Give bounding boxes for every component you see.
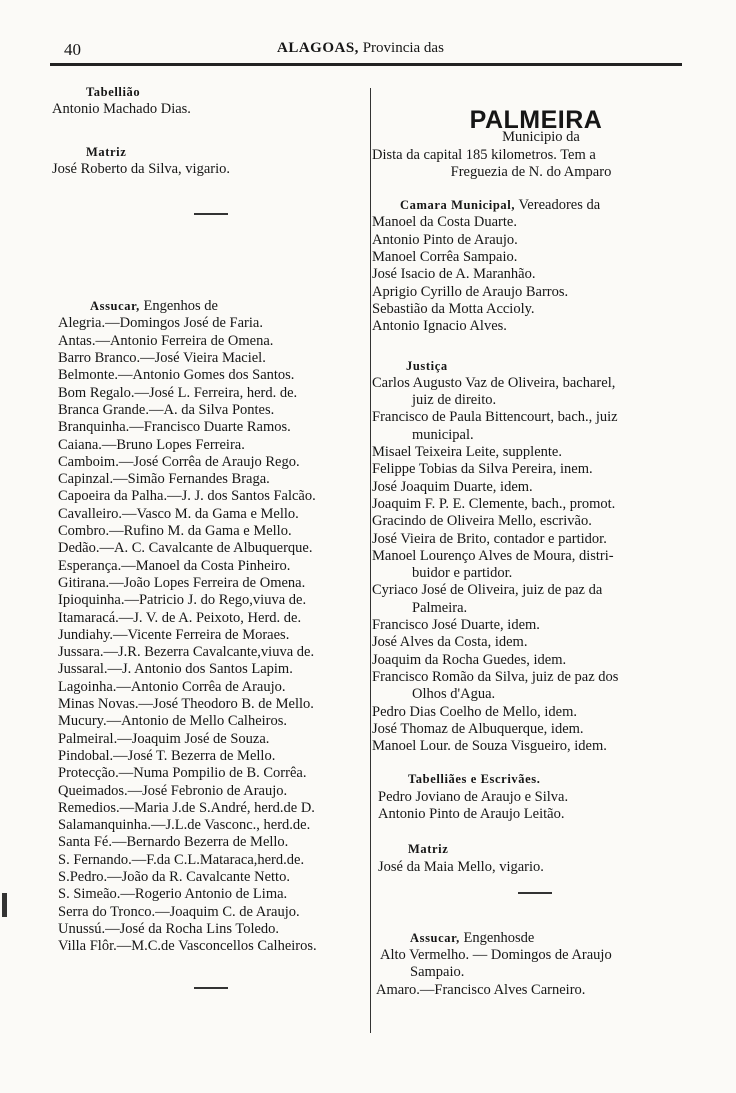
- engenho-entry: S.Pedro.—João da R. Cavalcante Netto.: [58, 868, 290, 885]
- engenho-entry: Serra do Tronco.—Joaquim C. de Araujo.: [58, 903, 300, 920]
- engenho-entry: Esperança.—Manoel da Costa Pinheiro.: [58, 557, 291, 574]
- right-column: [372, 106, 690, 999]
- engenho-entry: Unussú.—José da Rocha Lins Toledo.: [58, 920, 280, 937]
- justica-entry: Francisco de Paula Bittencourt, bach., juiz: [372, 409, 618, 426]
- tabelliao-entry: Antonio Pinto de Araujo Leitão.: [378, 805, 565, 822]
- vereador-entry: Manoel Corrêa Sampaio.: [372, 249, 518, 266]
- assucar-heading-right: [372, 930, 690, 947]
- engenho-entry: Caiana.—Bruno Lopes Ferreira.: [58, 436, 245, 453]
- engenho-entry: S. Fernando.—F.da C.L.Mataraca,herd.de.: [58, 851, 305, 868]
- justica-entry: Joaquim da Rocha Guedes, idem.: [372, 651, 567, 668]
- justica-entry-cont: buidor e partidor.: [412, 565, 513, 582]
- assucar-heading: [52, 298, 368, 315]
- running-subtitle: Provincia das: [362, 40, 444, 56]
- matriz-heading: Matriz: [86, 144, 127, 159]
- vereador-entry: Sebastião da Motta Accioly.: [372, 300, 535, 317]
- engenho-entry: Belmonte.—Antonio Gomes dos Santos.: [58, 367, 295, 384]
- engenho-entry: Remedios.—Maria J.de S.André, herd.de D.: [58, 799, 315, 816]
- justica-entry: Francisco Romão da Silva, juiz de paz dos: [372, 668, 619, 685]
- engenho-entry: Santa Fé.—Bernardo Bezerra de Mello.: [58, 834, 289, 851]
- engenho-entry: Jussaral.—J. Antonio dos Santos Lapim.: [58, 661, 293, 678]
- vereador-entry: Antonio Ignacio Alves.: [372, 318, 507, 335]
- freguezia-line: Freguezia de N. do Amparo: [450, 163, 612, 180]
- left-column: [52, 84, 368, 989]
- justica-entry: Francisco José Duarte, idem.: [372, 617, 540, 634]
- engenho-entry: Combro.—Rufino M. da Gama e Mello.: [58, 523, 292, 540]
- distance-line: [372, 147, 690, 164]
- camara-label: Camara Municipal,: [400, 198, 516, 213]
- justica-entry: Manoel Lourenço Alves de Moura, distri-: [372, 547, 614, 564]
- engenhos-list: [52, 315, 368, 955]
- assucar-label-rest: Engenhos de: [143, 298, 218, 315]
- engenho-entry: Cavalleiro.—Vasco M. da Gama e Mello.: [58, 505, 299, 522]
- justica-entry-cont: municipal.: [412, 426, 474, 443]
- engenho-entry: Dedão.—A. C. Cavalcante de Albuquerque.: [58, 540, 313, 557]
- engenho-entry: Protecção.—Numa Pompilio de B. Corrêa.: [58, 765, 307, 782]
- engenho-entry: Salamanquinha.—J.L.de Vasconc., herd.de.: [58, 817, 311, 834]
- justica-heading: Justiça: [406, 358, 448, 373]
- engenho-entry: Capoeira da Palha.—J. J. dos Santos Falcão.: [58, 488, 316, 505]
- vereador-entry: Aprigio Cyrillo de Araujo Barros.: [372, 283, 569, 300]
- vereadores-list: [372, 214, 690, 335]
- vereador-entry: Manoel da Costa Duarte.: [372, 214, 517, 231]
- justica-entry: Manoel Lour. de Souza Visgueiro, idem.: [372, 738, 607, 755]
- engenho-entry: Lagoinha.—Antonio Corrêa de Araujo.: [58, 678, 286, 695]
- engenho-entry: Alegria.—Domingos José de Faria.: [58, 315, 263, 332]
- engenho-entry: S. Simeão.—Rogerio Antonio de Lima.: [58, 886, 288, 903]
- justica-entry: Felippe Tobias da Silva Pereira, inem.: [372, 461, 593, 478]
- engenho-entry: Jundiahy.—Vicente Ferreira de Moraes.: [58, 626, 290, 643]
- running-title: ALAGOAS,: [277, 40, 359, 56]
- justica-entry-cont: juiz de direito.: [412, 392, 497, 409]
- assucar-label-right: Assucar,: [410, 930, 460, 945]
- camara-heading: [372, 197, 690, 214]
- justica-entry: José Vieira de Brito, contador e partidor.: [372, 530, 607, 547]
- page-number: 40: [64, 40, 81, 59]
- engenho-entry: Bom Regalo.—José L. Ferreira, herd. de.: [58, 384, 298, 401]
- engenho-entry: Gitirana.—João Lopes Ferreira de Omena.: [58, 574, 306, 591]
- engenho-entry: Antas.—Antonio Ferreira de Omena.: [58, 332, 274, 349]
- engenho-entry: Amaro.—Francisco Alves Carneiro.: [376, 981, 586, 998]
- engenho-entry: Camboim.—José Corrêa de Araujo Rego.: [58, 453, 300, 470]
- engenho-entry-cont: Sampaio.: [410, 964, 465, 981]
- vereador-entry: Antonio Pinto de Araujo.: [372, 231, 518, 248]
- engenho-entry: Ipioquinha.—Patricio J. do Rego,viuva de.: [58, 592, 307, 609]
- engenho-entry: Palmeiral.—Joaquim José de Souza.: [58, 730, 270, 747]
- justica-entry: José Joaquim Duarte, idem.: [372, 478, 533, 495]
- running-head: [277, 40, 444, 57]
- engenho-entry: Jussara.—J.R. Bezerra Cavalcante,viuva de.: [58, 644, 315, 661]
- assucar-label-rest-right: Engenhosde: [463, 929, 535, 946]
- engenho-entry: Branca Grande.—A. da Silva Pontes.: [58, 401, 275, 418]
- tabelliaes-heading: Tabelliães e Escrivães.: [408, 772, 541, 787]
- tabelliaes-list: [372, 789, 690, 824]
- justica-entry-cont: Palmeira.: [412, 599, 468, 616]
- tabelliao-name: Antonio Machado Dias.: [52, 101, 191, 118]
- column-rule: [370, 88, 371, 1033]
- engenho-entry: Branquinha.—Francisco Duarte Ramos.: [58, 419, 291, 436]
- justica-entry: Joaquim F. P. E. Clemente, bach., promot.: [372, 495, 616, 512]
- camara-label-rest: Vereadores da: [518, 197, 601, 214]
- justica-entry: Carlos Augusto Vaz de Oliveira, bacharel,: [372, 374, 616, 391]
- matriz-name-right: José da Maia Mello, vigario.: [378, 858, 544, 875]
- vereador-entry: José Isacio de A. Maranhão.: [372, 266, 536, 283]
- engenho-entry: Queimados.—José Febronio de Araujo.: [58, 782, 288, 799]
- municipio-label: Municipio da: [502, 129, 580, 146]
- justica-entry: José Alves da Costa, idem.: [372, 634, 528, 651]
- matriz-name: José Roberto da Silva, vigario.: [52, 160, 231, 177]
- engenho-entry: Mucury.—Antonio de Mello Calheiros.: [58, 713, 288, 730]
- justica-entry: Pedro Dias Coelho de Mello, idem.: [372, 703, 577, 720]
- distance-text: Dista da capital 185 kilometros. Tem a: [372, 146, 596, 163]
- tabelliao-heading: Tabellião: [86, 85, 141, 99]
- engenho-entry: Villa Flôr.—M.C.de Vasconcellos Calheiros.: [58, 938, 317, 955]
- justica-entry: Gracindo de Oliveira Mello, escrivão.: [372, 513, 592, 530]
- engenho-entry: Alto Vermelho. — Domingos de Araujo: [380, 947, 612, 964]
- margin-mark: [2, 893, 7, 917]
- justica-entry: Cyriaco José de Oliveira, juiz de paz da: [372, 582, 603, 599]
- header-rule: [50, 63, 682, 66]
- municipality-title: PALMEIRA: [469, 106, 603, 134]
- assucar-label: Assucar,: [90, 299, 140, 314]
- engenho-entry: Itamaracá.—J. V. de A. Peixoto, Herd. de.: [58, 609, 302, 626]
- justica-list: [372, 375, 690, 756]
- justica-entry: Misael Teixeira Leite, supplente.: [372, 444, 562, 461]
- section-separator: [194, 987, 228, 989]
- engenho-entry: Minas Novas.—José Theodoro B. de Mello.: [58, 696, 314, 713]
- engenho-entry: Pindobal.—José T. Bezerra de Mello.: [58, 747, 276, 764]
- justica-entry-cont: Olhos d'Agua.: [412, 686, 496, 703]
- tabelliao-entry: Pedro Joviano de Araujo e Silva.: [378, 788, 569, 805]
- engenho-entry: Barro Branco.—José Vieira Maciel.: [58, 350, 266, 367]
- justica-entry: José Thomaz de Albuquerque, idem.: [372, 720, 584, 737]
- matriz-heading-right: Matriz: [408, 842, 449, 857]
- engenho-entry: Capinzal.—Simão Fernandes Braga.: [58, 471, 270, 488]
